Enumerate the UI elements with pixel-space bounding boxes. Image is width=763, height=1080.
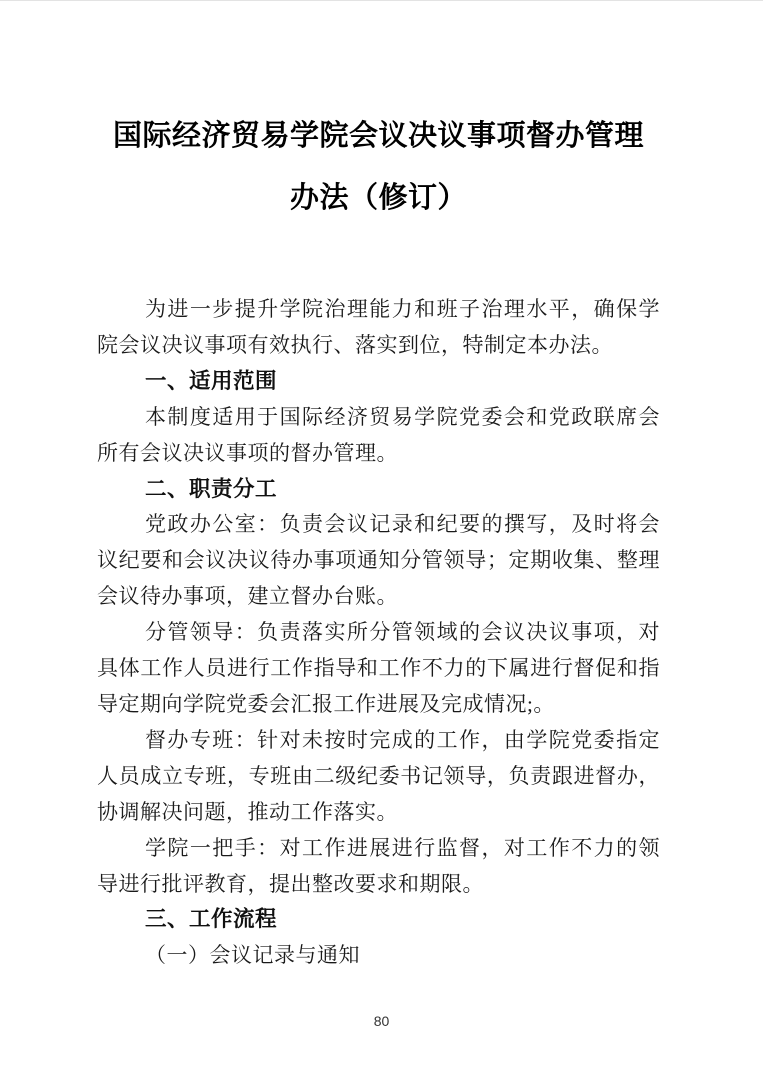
paragraph-intro: 为进一步提升学院治理能力和班子治理水平，确保学院会议决议事项有效执行、落实到位，特制定本办法。: [97, 297, 660, 357]
paragraph-college-head: 学院一把手：对工作进展进行监督，对工作不力的领导进行批评教育，提出整改要求和期限。: [97, 835, 660, 896]
document-body: [97, 292, 660, 974]
section-heading-workflow: 三、工作流程: [145, 907, 278, 932]
paragraph-supervision-team: 督办专班：针对未按时完成的工作，由学院党委指定人员成立专班，专班由二级纪委书记领导，负责跟进督办，协调解决问题，推动工作落实。: [97, 727, 660, 824]
paragraph-deputy-leaders: 分管领导：负责落实所分管领域的会议决议事项，对具体工作人员进行工作指导和工作不力的下属进行督促和指导定期向学院党委会汇报工作进展及完成情况;。: [97, 620, 660, 716]
subsection-heading-meeting-records: （一）会议记录与通知: [145, 943, 360, 968]
section-heading-scope: 一、适用范围: [145, 368, 278, 393]
document-title-line2: 办法（修订）: [289, 182, 467, 214]
paragraph-scope: 本制度适用于国际经济贸易学院党委会和党政联席会所有会议决议事项的督办管理。: [97, 404, 660, 465]
document-title-line1: 国际经济贸易学院会议决议事项督办管理: [112, 120, 644, 152]
page-number: 80: [373, 1013, 390, 1029]
section-heading-duties: 二、职责分工: [145, 476, 278, 501]
paragraph-party-office: 党政办公室：负责会议记录和纪要的撰写，及时将会议纪要和会议决议待办事项通知分管领导；定期收集、整理会议待办事项，建立督办台账。: [97, 512, 660, 609]
